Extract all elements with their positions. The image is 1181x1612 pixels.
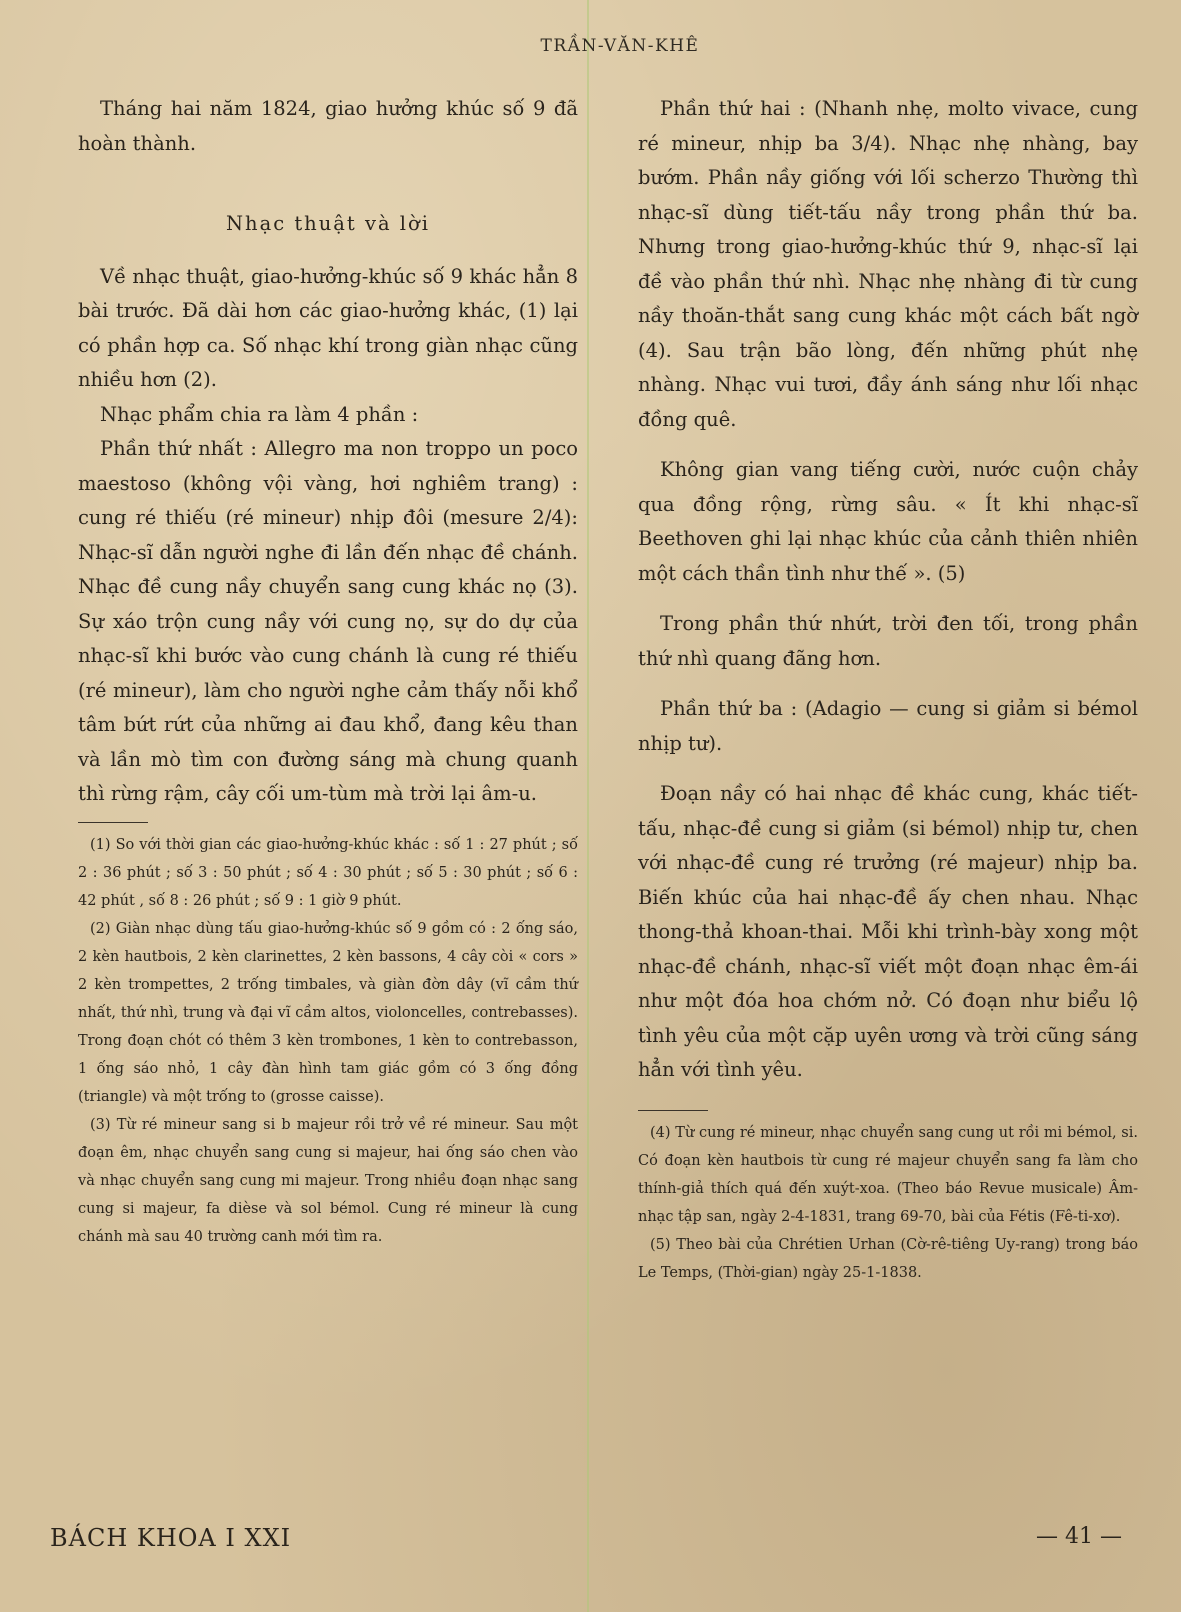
- paragraph: Phần thứ ba : (Adagio — cung si giảm si bémol nhịp tư).: [638, 697, 1138, 755]
- paragraph: Đoạn nầy có hai nhạc đề khác cung, khác tiết-tấu, nhạc-đề cung si giảm (si bémol) nhịp tư, chen với nhạc-đề cung ré trưởng (ré majeur) nhịp ba. Biến khúc của hai nhạc-đề ấy chen nhau. Nhạc thong-thả khoan-thai. Mỗi khi trình-bày xong một nhạc-đề chánh, nhạc-sĩ viết một đoạn nhạc êm-ái như một đóa hoa chớm nở. Có đoạn như biểu lộ tình yêu của một cặp uyên ương và trời cũng sáng hẳn với tình yêu.: [638, 782, 1138, 1081]
- section-heading: Nhạc thuật và lời: [225, 212, 431, 235]
- paragraph: Không gian vang tiếng cười, nước cuộn chảy qua đồng rộng, rừng sâu. « Ít khi nhạc-sĩ Beethoven ghi lại nhạc khúc của cảnh thiên nhiên một cách thần tình như thế ». (5): [638, 458, 1138, 585]
- paragraph: Về nhạc thuật, giao-hưởng-khúc số 9 khác hẳn 8 bài trước. Đã dài hơn các giao-hưởng khác, (1) lại có phần hợp ca. Số nhạc khí trong giàn nhạc cũng nhiều hơn (2).: [78, 264, 578, 391]
- left-column: [78, 92, 578, 1251]
- footnote-rule: [78, 822, 148, 823]
- footnotes: [78, 831, 578, 1251]
- page-fold-line: [587, 0, 589, 1612]
- footnote: (5) Theo bài của Chrétien Urhan (Cờ-rê-tiêng Uy-rang) trong báo Le Temps, (Thời-gian) ngày 25-1-1838.: [638, 1236, 1138, 1281]
- paragraph: Nhạc phẩm chia ra làm 4 phần :: [100, 402, 419, 426]
- paragraph: Trong phần thứ nhứt, trời đen tối, trong phần thứ nhì quang đãng hơn.: [638, 612, 1138, 670]
- paragraph: Phần thứ nhất : Allegro ma non troppo un poco maestoso (không vội vàng, hơi nghiêm trang) : cung ré thiếu (ré mineur) nhịp đôi (mesure 2/4): Nhạc-sĩ dẫn người nghe đi lần đến nhạc đề chánh. Nhạc đề cung nầy chuyển sang cung khác nọ (3). Sự xáo trộn cung nầy với cung nọ, sự do dự của nhạc-sĩ khi bước vào cung chánh là cung ré thiếu (ré mineur), làm cho người nghe cảm thấy nỗi khổ tâm bứt rứt của những ai đau khổ, đang kêu than và lần mò tìm con đường sáng mà chung quanh thì rừng rậm, cây cối um-tùm mà trời lại âm-u.: [78, 437, 578, 805]
- publication-name: BÁCH KHOA I XXI: [50, 1524, 292, 1552]
- running-title: TRẦN-VĂN-KHÊ: [540, 36, 700, 56]
- footnote: (4) Từ cung ré mineur, nhạc chuyển sang cung ut rồi mi bémol, si. Có đoạn kèn hautbois từ cung ré majeur chuyển sang fa làm cho thính-giả thích quá đến xuýt-xoa. (Theo báo Revue musicale) Âm-nhạc tập san, ngày 2-4-1831, trang 69-70, bài của Fétis (Fê-ti-xơ).: [638, 1124, 1138, 1225]
- footnote: (2) Giàn nhạc dùng tấu giao-hưởng-khúc số 9 gồm có : 2 ống sáo, 2 kèn hautbois, 2 kèn clarinettes, 2 kèn bassons, 4 cây còi « cors » 2 kèn trompettes, 2 trống timbales, và giàn đờn dây (vĩ cầm thứ nhất, thứ nhì, trung và đại vĩ cầm altos, violoncelles, contrebasses). Trong đoạn chót có thêm 3 kèn trombones, 1 kèn to contrebasson, 1 ống sáo nhỏ, 1 cây đàn hình tam giác gồm có 3 ống đồng (triangle) và một trống to (grosse caisse).: [78, 920, 578, 1105]
- paragraph: Tháng hai năm 1824, giao hưởng khúc số 9 đã hoàn thành.: [78, 97, 578, 155]
- right-column: [638, 92, 1138, 1287]
- footnote: (3) Từ ré mineur sang si b majeur rồi trở về ré mineur. Sau một đoạn êm, nhạc chuyển sang cung si majeur, hai ống sáo chen vào và nhạc chuyển sang cung mi majeur. Trong nhiều đoạn nhạc sang cung si majeur, fa dièse và sol bémol. Cung ré mineur là cung chánh mà sau 40 trường canh mới tìm ra.: [78, 1116, 578, 1245]
- paragraph: Phần thứ hai : (Nhanh nhẹ, molto vivace, cung ré mineur, nhịp ba 3/4). Nhạc nhẹ nhàng, bay bướm. Phần nầy giống với lối scherzo Thường thì nhạc-sĩ dùng tiết-tấu nầy trong phần thứ ba. Nhưng trong giao-hưởng-khúc thứ 9, nhạc-sĩ lại đề vào phần thứ nhì. Nhạc nhẹ nhàng đi từ cung nầy thoăn-thắt sang cung khác một cách bất ngờ (4). Sau trận bão lòng, đến những phút nhẹ nhàng. Nhạc vui tươi, đầy ánh sáng như lối nhạc đồng quê.: [638, 97, 1138, 431]
- footnote-rule: [638, 1110, 708, 1111]
- footnotes: [638, 1119, 1138, 1287]
- footnote: (1) So với thời gian các giao-hưởng-khúc khác : số 1 : 27 phút ; số 2 : 36 phút ; số 3 : 50 phút ; số 4 : 30 phút ; số 5 : 30 phút ; số 6 : 42 phút , số 8 : 26 phút ; số 9 : 1 giờ 9 phút.: [78, 836, 578, 909]
- page-number: — 41 —: [1036, 1524, 1122, 1549]
